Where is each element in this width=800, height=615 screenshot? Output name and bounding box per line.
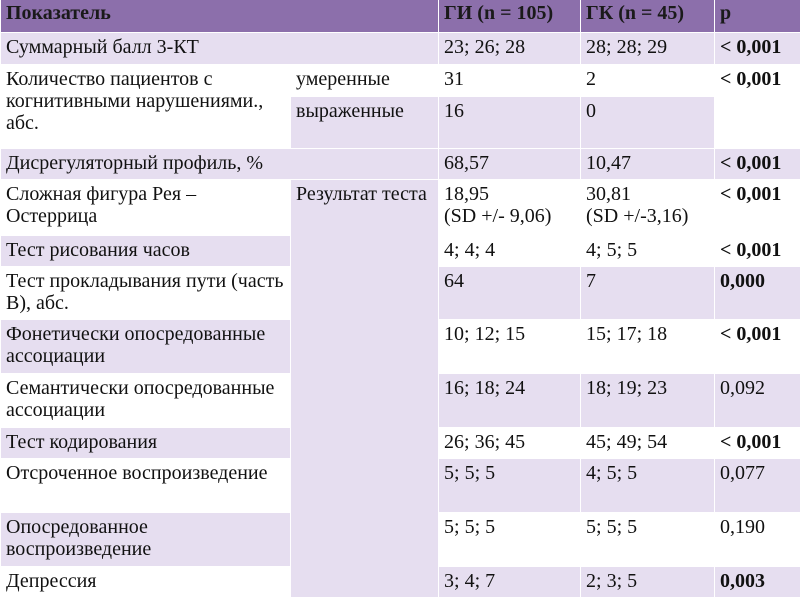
row-gi: 23; 26; 28 xyxy=(439,33,581,65)
row-gi: 16 xyxy=(439,97,581,149)
row-p: 0,003 xyxy=(715,567,800,598)
row-p: < 0,001 xyxy=(715,320,800,374)
row-gk: 18; 19; 23 xyxy=(581,374,715,428)
row-gi-value: 18,95 xyxy=(444,183,490,205)
row-sublabel: выраженные xyxy=(291,97,439,149)
row-label: Депрессия xyxy=(1,567,291,598)
header-indicator: Показатель xyxy=(1,0,439,33)
row-gk: 45; 49; 54 xyxy=(581,428,715,459)
row-gk: 4; 5; 5 xyxy=(581,236,715,267)
row-gk-sd: (SD +/-3,16) xyxy=(586,205,689,227)
header-p: p xyxy=(715,0,800,33)
row-p: 0,077 xyxy=(715,459,800,513)
row-gi: 5; 5; 5 xyxy=(439,513,581,567)
row-label: Тест кодирования xyxy=(1,428,291,459)
row-label: Тест рисования часов xyxy=(1,236,291,267)
row-p: < 0,001 xyxy=(715,428,800,459)
row-label: Дисрегуляторный профиль, % xyxy=(1,149,439,180)
row-gi: 3; 4; 7 xyxy=(439,567,581,598)
row-gi: 16; 18; 24 xyxy=(439,374,581,428)
row-gi: 5; 5; 5 xyxy=(439,459,581,513)
row-gi xyxy=(439,180,581,236)
row-gi: 26; 36; 45 xyxy=(439,428,581,459)
row-label: Сложная фигура Рея – Остеррица xyxy=(1,180,291,236)
row-label: Отсроченное воспроизведение xyxy=(1,459,291,513)
row-gk: 5; 5; 5 xyxy=(581,513,715,567)
row-label: Тест прокладывания пути (часть В), абс. xyxy=(1,267,291,320)
row-gi-sd: (SD +/- 9,06) xyxy=(444,205,552,227)
row-sublabel: умеренные xyxy=(291,65,439,97)
row-gk: 4; 5; 5 xyxy=(581,459,715,513)
table-row xyxy=(1,65,800,97)
table-header-row xyxy=(1,0,800,33)
row-p: < 0,001 xyxy=(715,33,800,65)
row-gk: 10,47 xyxy=(581,149,715,180)
row-gk-value: 30,81 xyxy=(586,183,632,205)
row-p: 0,092 xyxy=(715,374,800,428)
row-gk xyxy=(581,180,715,236)
row-gk: 15; 17; 18 xyxy=(581,320,715,374)
row-gk: 2 xyxy=(581,65,715,97)
table-row xyxy=(1,33,800,65)
row-gi: 68,57 xyxy=(439,149,581,180)
row-gk: 0 xyxy=(581,97,715,149)
row-p: < 0,001 xyxy=(715,149,800,180)
row-gi: 4; 4; 4 xyxy=(439,236,581,267)
row-p: 0,000 xyxy=(715,267,800,320)
row-label: Количество пациентов с когнитивными нарушениями., абс. xyxy=(1,65,291,149)
row-p: < 0,001 xyxy=(715,236,800,267)
row-gk: 28; 28; 29 xyxy=(581,33,715,65)
table-row xyxy=(1,180,800,236)
row-label: Фонетически опосредованные ассоциации xyxy=(1,320,291,374)
header-gi: ГИ (n = 105) xyxy=(439,0,581,33)
row-gk: 2; 3; 5 xyxy=(581,567,715,598)
row-label: Суммарный балл 3-КТ xyxy=(1,33,439,65)
row-gk: 7 xyxy=(581,267,715,320)
row-p: < 0,001 xyxy=(715,65,800,149)
row-label: Опосредованное воспроизведение xyxy=(1,513,291,567)
row-p: 0,190 xyxy=(715,513,800,567)
row-sublabel: Результат теста xyxy=(291,180,439,598)
table-row xyxy=(1,149,800,180)
header-gk: ГК (n = 45) xyxy=(581,0,715,33)
row-gi: 10; 12; 15 xyxy=(439,320,581,374)
row-gi: 64 xyxy=(439,267,581,320)
row-p: < 0,001 xyxy=(715,180,800,236)
row-label: Семантически опосредованные ассоциации xyxy=(1,374,291,428)
row-gi: 31 xyxy=(439,65,581,97)
